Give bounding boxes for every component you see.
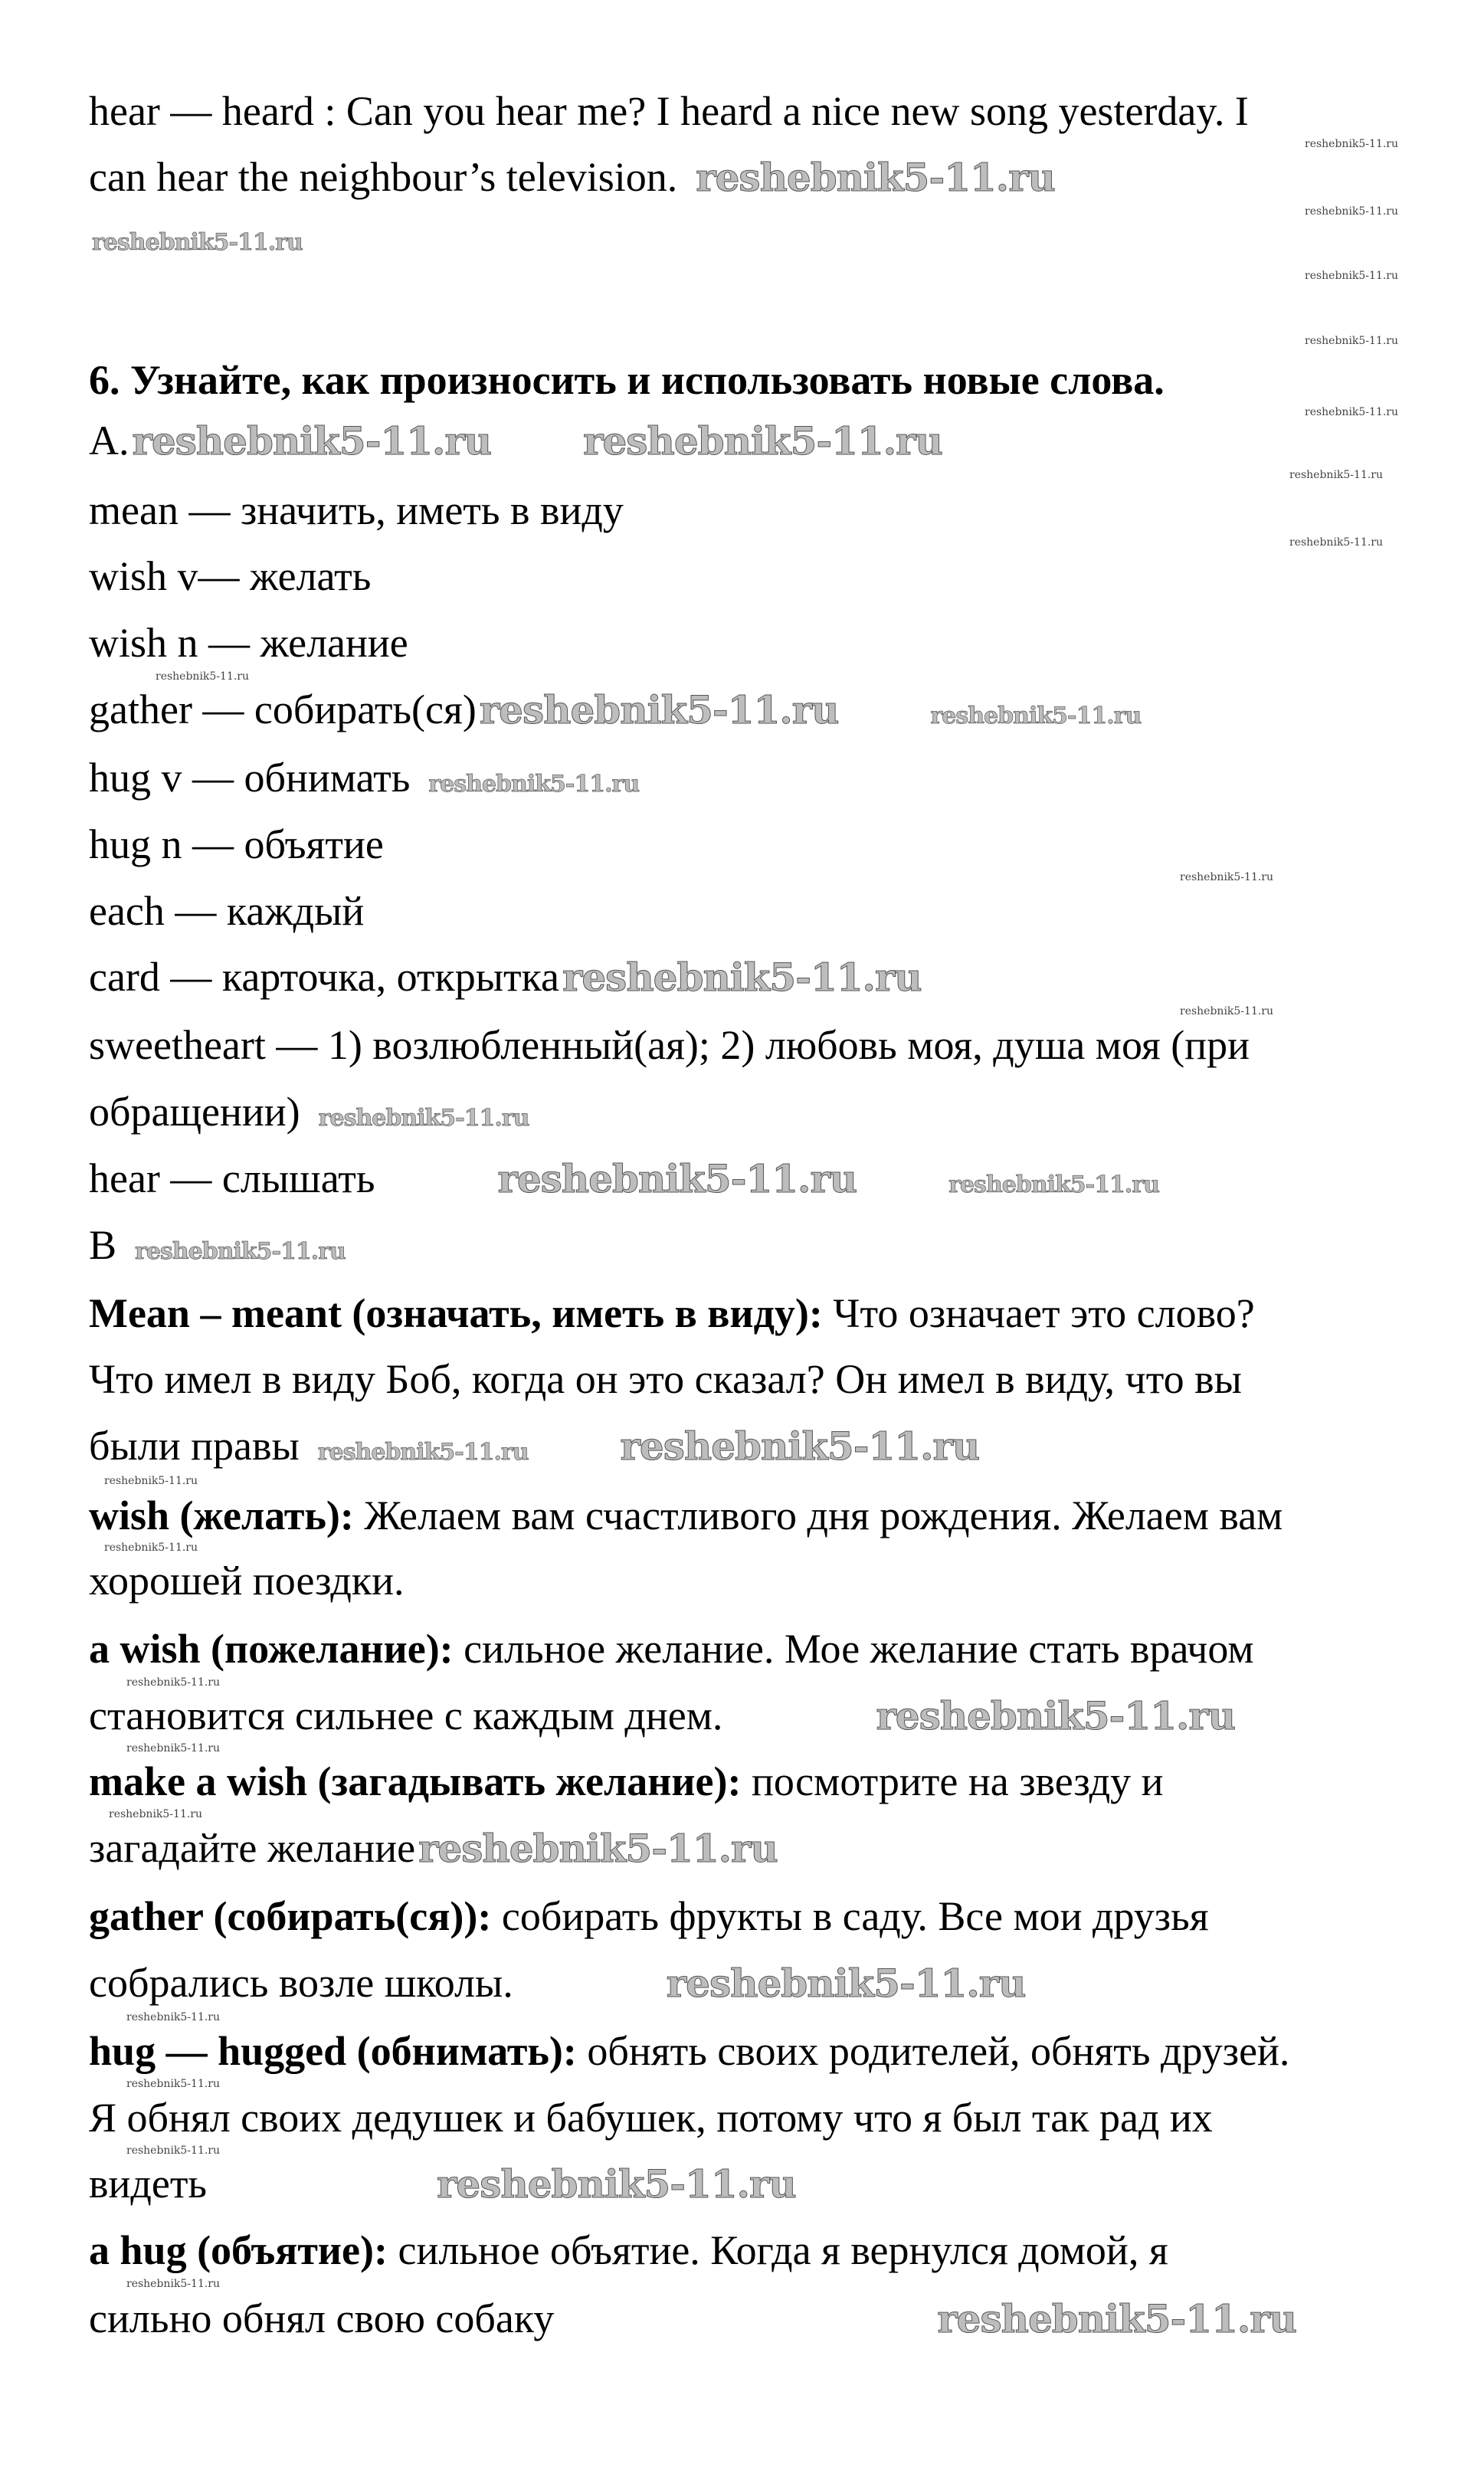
example-term: gather (собирать(ся)):: [89, 1893, 492, 1939]
text: hear — heard : Can you hear me? I heard a nice new song yesterday. I: [89, 88, 1249, 134]
text: 6. Узнайте, как произносить и использовать новые слова.: [89, 357, 1165, 403]
watermark: reshebnik5-11.ru: [876, 1693, 1236, 1738]
vocab-item: [89, 552, 371, 601]
watermark: reshebnik5-11.ru: [126, 2078, 221, 2090]
text: card — карточка, открытка: [89, 954, 560, 1000]
watermark: reshebnik5-11.ru: [318, 1105, 529, 1132]
watermark: reshebnik5-11.ru: [696, 155, 1055, 200]
example-line: [89, 2159, 796, 2209]
example-line: [89, 2294, 1296, 2344]
vocab-item: [89, 685, 1141, 741]
example-text: сильное объятие. Когда я вернулся домой, я: [387, 2227, 1168, 2273]
watermark: reshebnik5-11.ru: [1180, 871, 1274, 883]
example-entry: [89, 2226, 1168, 2275]
example-term: hug — hugged (обнимать):: [89, 2028, 577, 2074]
example-text: были правы: [89, 1423, 300, 1469]
example-text: Что имел в виду Боб, когда он это сказал? Он имел в виду, что вы: [89, 1356, 1242, 1402]
example-term: make a wish (загадывать желание):: [89, 1758, 742, 1804]
example-text: сильное желание. Мое желание стать врачом: [453, 1626, 1254, 1672]
example-text: сильно обнял свою собаку: [89, 2295, 555, 2341]
vocab-item: [89, 486, 624, 535]
watermark: reshebnik5-11.ru: [104, 1542, 198, 1554]
text: hear — слышать: [89, 1155, 375, 1201]
watermark: reshebnik5-11.ru: [428, 771, 640, 798]
watermark: reshebnik5-11.ru: [620, 1424, 980, 1469]
example-text: Желаем вам счастливого дня рождения. Желаем вам: [353, 1492, 1283, 1538]
text: each — каждый: [89, 888, 365, 934]
example-entry: [89, 1491, 1283, 1540]
example-entry: [89, 1892, 1209, 1941]
text: wish n — желание: [89, 620, 408, 666]
watermark: reshebnik5-11.ru: [109, 1808, 203, 1820]
example-entry: [89, 1624, 1254, 1673]
text: hug n — объятие: [89, 821, 384, 867]
example-line: [89, 1823, 778, 1873]
text-line: [89, 152, 1055, 202]
text: gather — собирать(ся): [89, 686, 477, 732]
watermark: reshebnik5-11.ru: [937, 2296, 1296, 2341]
vocab-item: [89, 952, 922, 1002]
watermark: reshebnik5-11.ru: [437, 2161, 796, 2207]
example-text: Что означает это слово?: [822, 1290, 1255, 1336]
watermark: reshebnik5-11.ru: [92, 229, 303, 256]
watermark: reshebnik5-11.ru: [126, 2144, 221, 2157]
watermark: reshebnik5-11.ru: [126, 2278, 221, 2290]
example-text: хорошей поездки.: [89, 1558, 405, 1604]
watermark: reshebnik5-11.ru: [562, 955, 922, 1000]
watermark: reshebnik5-11.ru: [1305, 335, 1399, 347]
text: can hear the neighbour’s television.: [89, 154, 678, 200]
example-text: загадайте желание: [89, 1825, 416, 1871]
example-line: [89, 1958, 1025, 2008]
example-entry: [89, 1757, 1164, 1806]
example-line: [89, 1421, 979, 1477]
example-line: [89, 1355, 1242, 1404]
watermark: reshebnik5-11.ru: [418, 1826, 778, 1871]
example-line: [89, 1556, 405, 1605]
text: B: [89, 1222, 117, 1268]
watermark: reshebnik5-11.ru: [1305, 270, 1399, 282]
watermark: reshebnik5-11.ru: [156, 670, 250, 683]
watermark: reshebnik5-11.ru: [1289, 469, 1384, 481]
example-text: собирать фрукты в саду. Все мои друзья: [491, 1893, 1209, 1939]
example-text: собрались возле школы.: [89, 1960, 513, 2006]
vocab-item: [89, 886, 364, 935]
watermark: reshebnik5-11.ru: [930, 703, 1142, 729]
watermark: reshebnik5-11.ru: [1305, 406, 1399, 418]
example-term: wish (желать):: [89, 1492, 354, 1538]
watermark: reshebnik5-11.ru: [104, 1475, 198, 1487]
text: A.: [89, 418, 129, 464]
vocab-item: [89, 820, 384, 869]
text: sweetheart — 1) возлюбленный(ая); 2) любовь моя, душа моя (при: [89, 1022, 1250, 1068]
vocab-item: [89, 618, 408, 667]
section-heading: [89, 355, 1165, 405]
watermark: reshebnik5-11.ru: [126, 2011, 221, 2023]
watermark: reshebnik5-11.ru: [583, 418, 942, 464]
watermark: reshebnik5-11.ru: [317, 1439, 529, 1466]
vocab-item: [89, 1154, 1159, 1210]
vocab-item: [89, 1087, 529, 1143]
text: hug v — обнимать: [89, 755, 411, 801]
example-line: [89, 1691, 1235, 1741]
vocab-item: [89, 753, 639, 809]
watermark: reshebnik5-11.ru: [1305, 138, 1399, 150]
watermark: reshebnik5-11.ru: [1289, 536, 1384, 549]
watermark: reshebnik5-11.ru: [497, 1156, 857, 1201]
example-term: a hug (объятие):: [89, 2227, 388, 2273]
example-text: обнять своих родителей, обнять друзей.: [576, 2028, 1290, 2074]
watermark: reshebnik5-11.ru: [666, 1961, 1026, 2006]
watermark: reshebnik5-11.ru: [132, 418, 492, 464]
watermark: reshebnik5-11.ru: [135, 1238, 346, 1265]
example-text: посмотрите на звезду и: [741, 1758, 1164, 1804]
text-line: [89, 87, 1249, 136]
watermark: reshebnik5-11.ru: [948, 1171, 1159, 1198]
example-line: [89, 2093, 1213, 2142]
watermark: reshebnik5-11.ru: [479, 687, 839, 732]
example-text: становится сильнее с каждым днем.: [89, 1692, 723, 1738]
text: wish v— желать: [89, 553, 372, 599]
vocab-item: [89, 1021, 1250, 1070]
example-entry: [89, 2026, 1289, 2076]
example-text: видеть: [89, 2161, 208, 2207]
watermark: reshebnik5-11.ru: [1180, 1005, 1274, 1017]
example-term: a wish (пожелание):: [89, 1626, 454, 1672]
text: mean — значить, иметь в виду: [89, 487, 624, 533]
watermark: reshebnik5-11.ru: [126, 1742, 221, 1755]
example-text: Я обнял своих дедушек и бабушек, потому что я был так рад их: [89, 2095, 1213, 2141]
watermark: reshebnik5-11.ru: [126, 1676, 221, 1689]
example-term: Mean – meant (означать, иметь в виду):: [89, 1290, 823, 1336]
text: обращении): [89, 1089, 300, 1135]
example-entry: [89, 1289, 1255, 1338]
part-label-b: [89, 1220, 346, 1276]
part-label-a: [89, 416, 942, 466]
watermark: reshebnik5-11.ru: [1305, 205, 1399, 218]
